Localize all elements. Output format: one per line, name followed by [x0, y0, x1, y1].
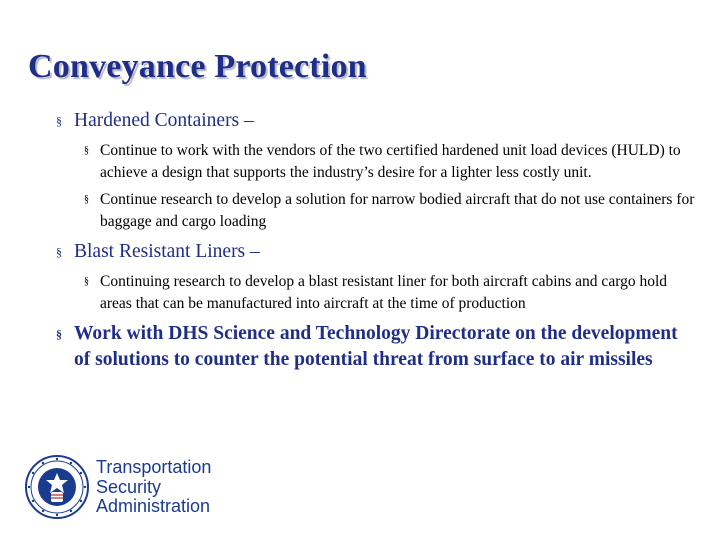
sub-bullet-text: Continue to work with the vendors of the two certified hardened unit load devices (HULD) to achieve a design that supports the industry’s desire for a lighter less costly unit. — [100, 142, 681, 181]
section-blast-resistant-liners — [56, 239, 696, 265]
section-dhs-directorate — [56, 321, 696, 373]
wordmark-line-transportation: Transportation — [96, 457, 212, 477]
section-heading: Work with DHS Science and Technology Directorate on the development of solutions to counter the potential threat from surface to air missiles — [74, 323, 678, 370]
section-bullet-icon: § — [56, 245, 62, 259]
tsa-wordmark — [96, 458, 211, 517]
section-hardened-containers — [56, 108, 696, 134]
sub-bullet-list — [56, 140, 696, 233]
dhs-seal-icon — [24, 454, 90, 520]
section-heading: Hardened Containers – — [74, 110, 254, 131]
sub-bullet-list — [56, 271, 696, 315]
wordmark-line-administration: Administration — [96, 496, 211, 516]
sub-bullet-item — [84, 140, 696, 184]
sub-bullet-icon: § — [84, 145, 89, 156]
wordmark-line-security: Security — [96, 476, 162, 497]
section-bullet-icon: § — [56, 114, 62, 128]
sub-bullet-item — [84, 271, 696, 315]
sub-bullet-icon: § — [84, 276, 89, 287]
sub-bullet-text: Continuing research to develop a blast resistant liner for both aircraft cabins and cargo hold areas that can be manufactured into aircraft at the time of production — [100, 273, 668, 312]
tsa-logo — [24, 454, 224, 520]
sub-bullet-text: Continue research to develop a solution for narrow bodied aircraft that do not use containers for baggage and cargo loading — [100, 191, 695, 230]
section-bullet-icon: § — [56, 327, 62, 341]
sub-bullet-item — [84, 189, 696, 233]
slide-body — [56, 108, 696, 379]
section-heading: Blast Resistant Liners – — [74, 241, 260, 262]
slide-title: Conveyance Protection — [28, 48, 367, 85]
sub-bullet-icon: § — [84, 194, 89, 205]
